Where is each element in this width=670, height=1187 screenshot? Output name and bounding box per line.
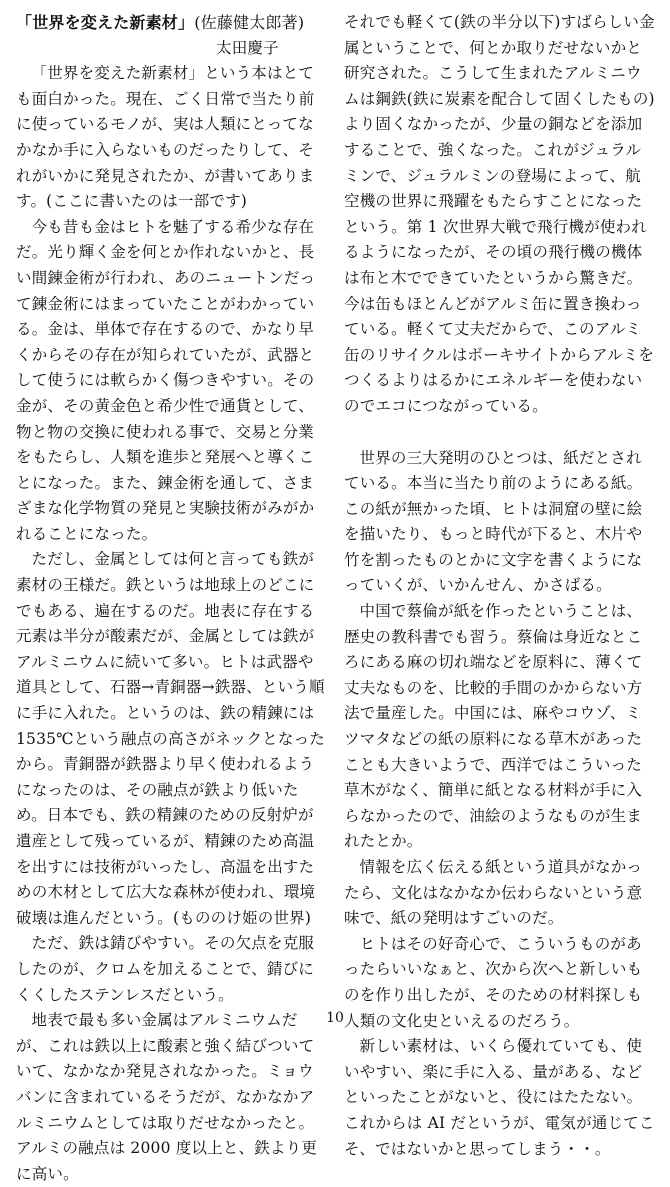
section-gap — [344, 420, 656, 446]
paragraph: それでも軽くて(鉄の半分以下)すばらしい金属ということで、何とか取りだせないかと研究された。こうして生まれたアルミニウムは鋼鉄(鉄に炭素を配合して固くしたもの)より固くなかったが、少量の銅などを添加することで、強くなった。これがジュラルミンで、ジュラルミンの登場によって、航空機の世界に飛躍をもたらすことになったという。第 1 次世界大戦で飛行機が使われるようになったが、その頃の飛行機の機体は布と木でできていたというから驚きだ。今は缶もほとんどがアルミ缶に置き換わっている。軽くて丈夫だからで、このアルミ缶のリサイクルはボーキサイトからアルミをつくるよりはるかにエネルギーを使わないのでエコにつながっている。 — [344, 13, 655, 415]
paragraph: 情報を広く伝える紙という道具がなかったら、文化はなかなか伝わらないという意味で、紙の発明はすごいのだ。 — [344, 858, 643, 928]
paragraph: 「世界を変えた新素材」という本はとても面白かった。現在、ごく日常で当たり前に使っているモノが、実は人類にとってなかなか手に入らないものだったりして、それがいかに発見されたか、が書いてあります。(ここに書いたのは一部です) — [16, 64, 315, 211]
right-column — [344, 10, 656, 1162]
article-title: 「世界を変えた新素材」 — [16, 13, 195, 32]
article-writer: 太田慶子 — [216, 38, 279, 57]
paragraph: 新しい素材は、いくら優れていても、使いやすい、楽に手に入る、量がある、などといったことがないと、役にはたたない。これからは AI だというが、電気が通じてこそ、ではないかと思ってしまう・・。 — [344, 1037, 655, 1158]
paragraph: ヒトはその好奇心で、こういうものがあったらいいなぁと、次から次へと新しいものを作り出したが、そのための材料探しも人類の文化史といえるのだろう。 — [344, 934, 643, 1030]
paragraph: 地表で最も多い金属はアルミニウムだが、これは鉄以上に酸素と強く結びついていて、なかなか発見されなかった。ミョウバンに含まれているそうだが、なかなかアルミニウムとしては取りだせなかったと。アルミの融点は 2000 度以上と、鉄より更に高い。 — [16, 1011, 318, 1183]
paragraph: ただし、金属としては何と言っても鉄が素材の王様だ。鉄というは地球上のどこにでもある、遍在するのだ。地表に存在する元素は半分が酸素だが、金属としては鉄がアルミニウムに続いて多い。ヒトは武器や道具として、石器→青銅器→鉄器、という順に手に入れた。というのは、鉄の精錬には 1535℃という融点の高さがネックとなったから。青銅器が鉄器より早く使われるようになったのは、その融点が鉄より低いため。日本でも、鉄の精錬のための反射炉が遺産として残っているが、精錬のため高温を出すには技術がいったし、高温を出すための木材として広大な森林が使われ、環境破壊は進んだという。(もののけ姫の世界) — [16, 550, 325, 927]
book-author: (佐藤健太郎著) — [194, 13, 305, 32]
paragraph: ただ、鉄は錆びやすい。その欠点を克服したのが、クロムを加えることで、錆びにくくしたステンレスだという。 — [16, 934, 315, 1004]
paragraph: 今も昔も金はヒトを魅了する希少な存在だ。光り輝く金を何とか作れないかと、長い間錬金術が行われ、あのニュートンだって錬金術にはまっていたことがわかっている。金は、単体で存在するので、かなり早くからその存在が知られていたが、武器として使うには軟らかく傷つきやすい。その金が、その黄金色と希少性で通貨として、物と物の交換に使われる事で、交易と分業をもたらし、人類を進歩と発展へと導くことになった。また、錬金術を通して、さまざまな化学物質の発見と実験技術がみがかれることになった。 — [16, 217, 316, 543]
article-header — [16, 10, 328, 36]
paragraph: 世界の三大発明のひとつは、紙だとされている。本当に当たり前のようにある紙。この紙が無かった頃、ヒトは洞窟の壁に絵を描いたり、もっと時代が下ると、木片や竹を割ったものとかに文字を書くようになっていくが、いかんせん、かさばる。 — [344, 448, 643, 595]
paragraph: 中国で蔡倫が紙を作ったということは、歴史の教科書でも習う。蔡倫は身近なところにある麻の切れ端などを原料に、薄くて丈夫なものを、比較的手間のかからない方法で量産した。中国には、麻やコウゾ、ミツマタなどの紙の原料になる草木があったことも大きいようで、西洋ではこういった草木がなく、簡単に紙となる材料が手に入らなかったので、油絵のようなものが生まれたとか。 — [344, 602, 643, 851]
page-number: 10 — [326, 1010, 344, 1026]
